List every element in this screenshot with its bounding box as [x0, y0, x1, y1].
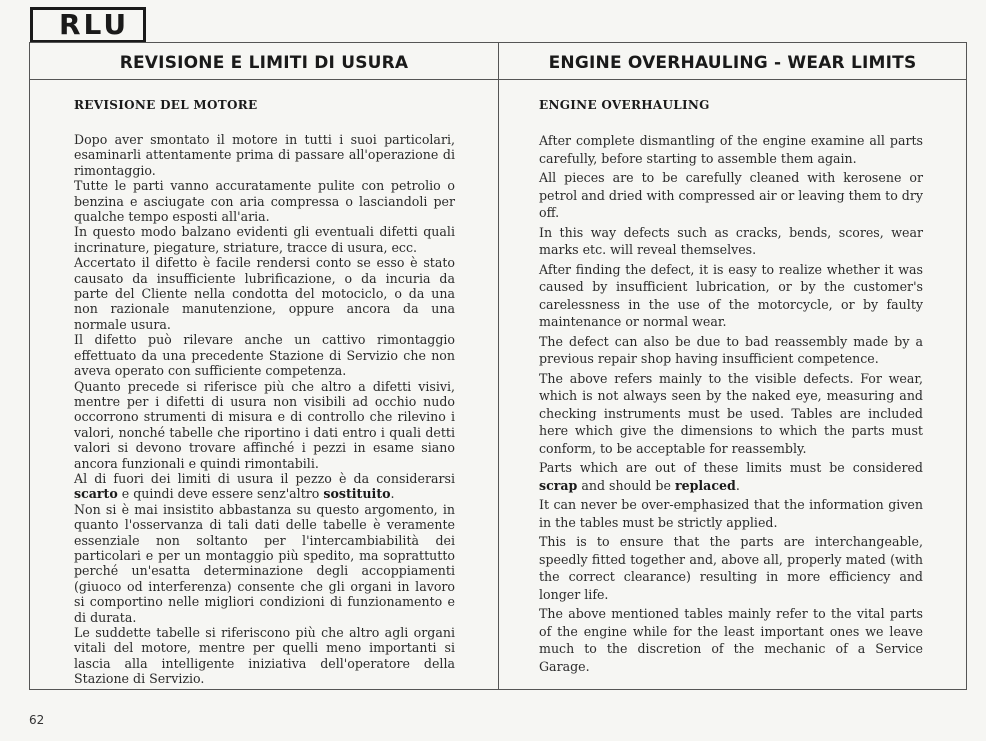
text-run: Al di fuori dei limiti di usura il pezzo è da considerarsi [74, 470, 455, 486]
column-divider [498, 42, 499, 690]
paragraph: Quanto precede si riferisce più che altro a difetti visivi, mentre per i difetti di usura non visibili ad occhio nudo occorrono strumenti di misura e di controllo che rilevino i valori, nonché tabelle che riportino i dati entro i quali detti valori si devono trovare affinché i pezzi in esame siano ancora funzionali e quindi rimontabili. [74, 378, 455, 471]
paragraph: Dopo aver smontato il motore in tutti i suoi particolari, esaminarli attentamente prima di passare all'operazione di rimontaggio. [74, 132, 455, 178]
text-run: and should be [577, 477, 675, 493]
emphasis-scrap: scrap [539, 477, 578, 493]
emphasis-replace: sostituito [323, 486, 391, 502]
paragraph: The above refers mainly to the visible defects. For wear, which is not always seen by the naked eye, measuring and checking instruments must be used. Tables are included here which give the dimensions to which the parts must conform, to be acceptable for reassembly. [539, 370, 923, 456]
section-tag [30, 7, 146, 43]
emphasis-replace: replaced [674, 477, 736, 493]
paragraph: Il difetto può rilevare anche un cattivo rimontaggio effettuato da una precedente Stazione di Servizio che non aveva operato con sufficiente competenza. [74, 332, 455, 379]
english-column [539, 98, 923, 677]
paragraph: Accertato il difetto è facile rendersi conto se esso è stato causato da insufficiente lubrificazione, o da incuria da parte del Cliente nella condotta del motociclo, o da una non razionale manutenzione, oppure ancora da una normale usura. [74, 255, 455, 332]
paragraph: It can never be over-emphasized that the information given in the tables must be strictly applied. [539, 497, 923, 530]
paragraph: All pieces are to be carefully cleaned with kerosene or petrol and dried with compressed air or leaving them to dry off. [539, 170, 923, 220]
text-run: e quindi deve essere senz'altro [117, 486, 324, 502]
emphasis-scrap: scarto [74, 486, 118, 502]
paragraph: This is to ensure that the parts are interchangeable, speedly fitted together and, above all, properly mated (with the correct clearance) resulting in more efficiency and longer life. [539, 534, 923, 602]
paragraph: In this way defects such as cracks, bends, scores, wear marks etc. will reveal themselves. [539, 224, 923, 257]
paragraph: The above mentioned tables mainly refer to the vital parts of the engine while for the least important ones we leave much to the discretion of the mechanic of a Service Garage. [539, 606, 923, 674]
section-tag-label: RLU [59, 8, 130, 41]
italian-heading: REVISIONE E LIMITI DI USURA [119, 53, 409, 73]
text-run: . [390, 486, 395, 502]
wear-limit-paragraph [539, 459, 923, 494]
english-heading: ENGINE OVERHAULING - WEAR LIMITS [548, 53, 917, 73]
italian-column [74, 98, 455, 687]
paragraph: Tutte le parti vanno accuratamente pulite con petrolio o benzina e asciugate con aria compressa o lasciandoli per qualche tempo esposti all'aria. [74, 178, 455, 225]
paragraph: The defect can also be due to bad reassembly made by a previous repair shop having insufficient competence. [539, 333, 923, 366]
page-number: 62 [29, 713, 45, 727]
paragraph: Non si è mai insistito abbastanza su questo argomento, in quanto l'osservanza di tali dati delle tabelle è veramente essenziale non soltanto per l'intercambiabilità dei particolari e per un montaggio più spedito, ma soprattutto perché un'esatta determinazione degli accoppiamenti (giuoco od interferenza) consente che gli organi in lavoro si comportino nelle migliori condizioni di funzionamento e di durata. [74, 501, 455, 625]
paragraph: After finding the defect, it is easy to realize whether it was caused by insufficient lubrication, or by the customer's carelessness in the use of the motorcycle, or by faulty maintenance or normal wear. [539, 261, 923, 329]
wear-limit-paragraph [74, 471, 455, 502]
text-run: . [735, 477, 740, 493]
paragraph: In questo modo balzano evidenti gli eventuali difetti quali incrinature, piegature, striature, tracce di usura, ecc. [74, 224, 455, 255]
text-run: Parts which are out of these limits must be considered [539, 460, 923, 475]
italian-subheading: REVISIONE DEL MOTORE [74, 98, 258, 112]
paragraph: After complete dismantling of the engine examine all parts carefully, before starting to assemble them again. [539, 133, 923, 166]
paragraph: Le suddette tabelle si riferiscono più che altro agli organi vitali del motore, mentre per quelli meno importanti si lascia alla intelligente iniziativa dell'operatore della Stazione di Servizio. [74, 625, 455, 687]
english-subheading: ENGINE OVERHAULING [539, 98, 710, 112]
